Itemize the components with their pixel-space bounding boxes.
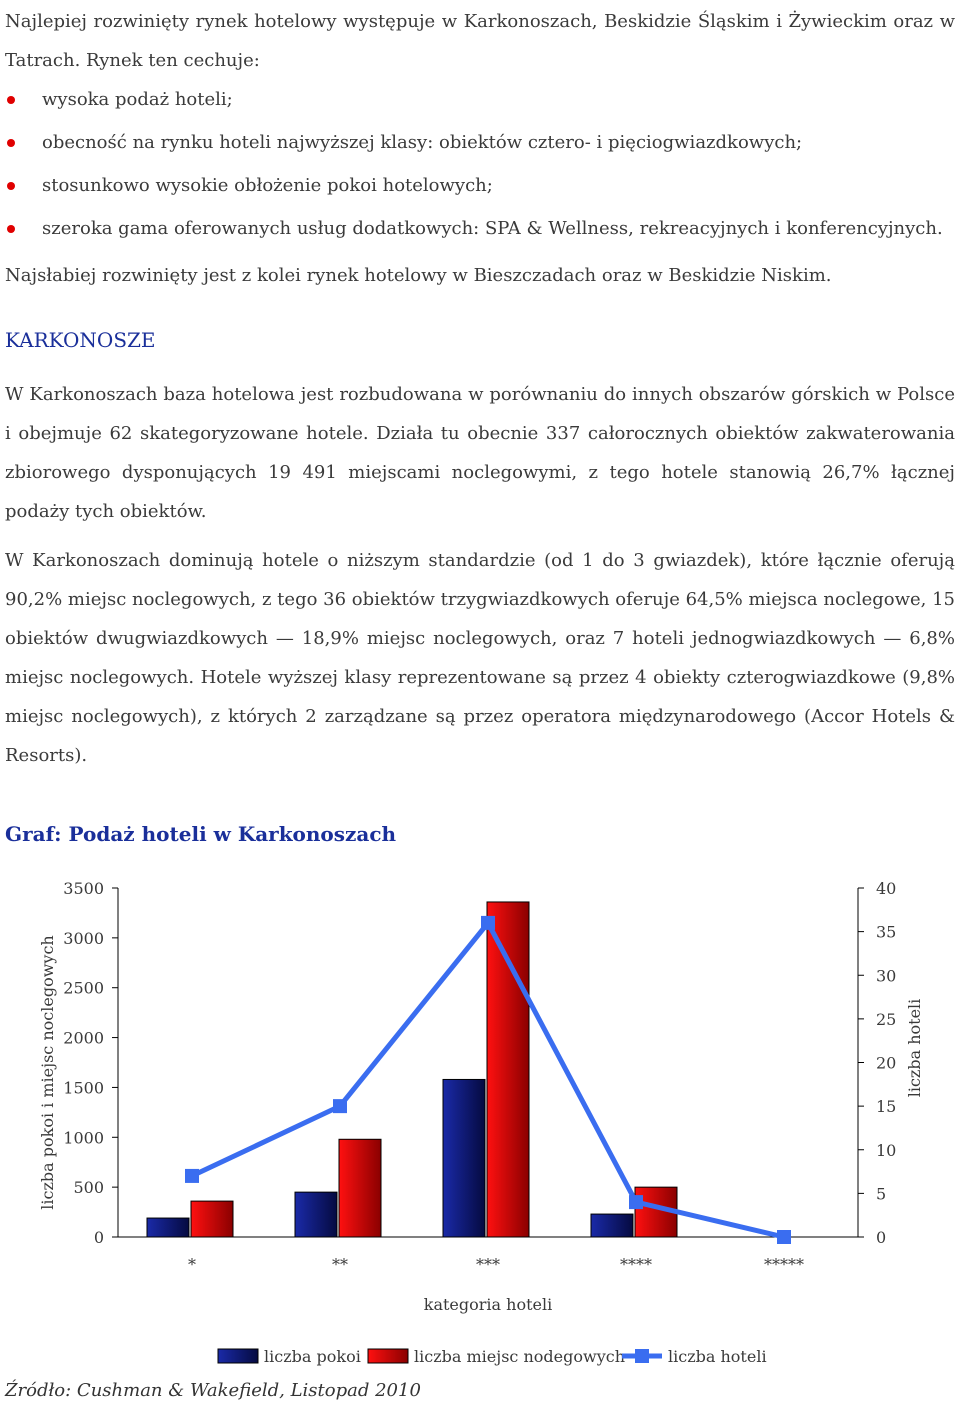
- x-tick-label: **: [332, 1255, 348, 1274]
- list-item: wysoka podaż hoteli;: [5, 78, 955, 121]
- x-tick-label: ***: [476, 1255, 500, 1274]
- legend-swatch-marker: [635, 1349, 649, 1363]
- document: [5, 2, 955, 849]
- x-tick-label: *: [188, 1255, 196, 1274]
- hotel-supply-chart: [0, 860, 960, 1380]
- y-tick-label-right: 30: [876, 966, 897, 986]
- summary-paragraph: Najsłabiej rozwinięty jest z kolei rynek hotelowy w Bieszczadach oraz w Beskidzie Niskim.: [5, 265, 832, 286]
- y-tick-label-right: 35: [876, 922, 897, 942]
- section-paragraph-1: W Karkonoszach baza hotelowa jest rozbudowana w porównaniu do innych obszarów górskich w Polsce i obejmuje 62 skategoryzowane hotele. Działa tu obecnie 337 całorocznych obiektów zakwaterowania zbiorowego dysponujących 19 491 miejscami noclegowymi, z tego hotele stanowią 26,7% łącznej podaży tych obiektów.: [5, 384, 955, 522]
- list-item: szeroka gama oferowanych usług dodatkowych: SPA & Wellness, rekreacyjnych i konferencyjnych.: [5, 207, 955, 250]
- bullet-icon: [7, 225, 15, 233]
- point-hotels: [629, 1195, 643, 1209]
- point-hotels: [777, 1230, 791, 1244]
- y-axis-title-left: liczba pokoi i miejsc noclegowych: [38, 935, 57, 1210]
- y-tick-label-left: 2000: [63, 1028, 104, 1048]
- bullet-icon: [7, 96, 15, 104]
- y-tick-label-left: 2500: [63, 978, 104, 998]
- bar-beds: [191, 1201, 233, 1237]
- list-item: stosunkowo wysokie obłożenie pokoi hotelowych;: [5, 164, 955, 207]
- x-tick-label: ****: [620, 1255, 652, 1274]
- section-heading: KARKONOSZE: [5, 328, 156, 352]
- point-hotels: [481, 916, 495, 930]
- y-axis-title-right: liczba hoteli: [905, 998, 924, 1098]
- y-tick-label-right: 10: [876, 1140, 897, 1160]
- chart-container: [0, 860, 960, 1380]
- y-tick-label-right: 25: [876, 1009, 897, 1029]
- y-tick-label-left: 3500: [63, 879, 104, 898]
- y-tick-label-right: 40: [876, 879, 897, 898]
- legend-label: liczba miejsc nodegowych: [414, 1347, 625, 1366]
- bar-rooms: [443, 1079, 485, 1237]
- x-tick-label: *****: [764, 1255, 804, 1274]
- intro-paragraph: Najlepiej rozwinięty rynek hotelowy występuje w Karkonoszach, Beskidzie Śląskim i Żywieckim oraz w Tatrach. Rynek ten cechuje:: [5, 11, 955, 71]
- bullet-icon: [7, 182, 15, 190]
- y-tick-label-right: 5: [876, 1184, 887, 1204]
- bar-beds: [339, 1139, 381, 1237]
- y-tick-label-right: 15: [876, 1097, 897, 1117]
- y-tick-label-left: 500: [73, 1178, 104, 1198]
- features-list: [5, 78, 955, 250]
- point-hotels: [185, 1169, 199, 1183]
- bullet-icon: [7, 139, 15, 147]
- chart-title: Graf: Podaż hoteli w Karkonoszach: [5, 822, 397, 846]
- section-paragraph-2: W Karkonoszach dominują hotele o niższym standardzie (od 1 do 3 gwiazdek), które łącznie oferują 90,2% miejsc noclegowych, z tego 36 obiektów trzygwiazdkowych oferuje 64,5% miejsca noclegowe, 15 obiektów dwugwiazdkowych — 18,9% miejsc noclegowych, oraz 7 hoteli jednogwiazdkowych — 6,8% miejsc noclegowych. Hotele wyższej klasy reprezentowane są przez 4 obiekty czterogwiazdkowe (9,8% miejsc noclegowych), z których 2 zarządzane są przez operatora międzynarodowego (Accor Hotels & Resorts).: [5, 550, 956, 766]
- y-tick-label-left: 1500: [63, 1078, 104, 1098]
- x-axis-title: kategoria hoteli: [423, 1295, 553, 1314]
- point-hotels: [333, 1099, 347, 1113]
- legend-label: liczba pokoi: [264, 1347, 361, 1366]
- source-note: Źródło: Cushman & Wakefield, Listopad 2010: [5, 1380, 421, 1401]
- legend-swatch: [218, 1349, 258, 1363]
- legend-swatch: [368, 1349, 408, 1363]
- bar-rooms: [591, 1214, 633, 1237]
- bar-beds: [487, 902, 529, 1237]
- list-item: obecność na rynku hoteli najwyższej klasy: obiektów cztero- i pięciogwiazdkowych;: [5, 121, 955, 164]
- legend-label: liczba hoteli: [668, 1347, 767, 1366]
- y-tick-label-left: 1000: [63, 1128, 104, 1148]
- bar-rooms: [147, 1218, 189, 1237]
- y-tick-label-right: 20: [876, 1053, 897, 1073]
- y-tick-label-left: 3000: [63, 928, 104, 948]
- y-tick-label-right: 0: [876, 1228, 887, 1247]
- bar-rooms: [295, 1192, 337, 1237]
- y-tick-label-left: 0: [93, 1228, 104, 1247]
